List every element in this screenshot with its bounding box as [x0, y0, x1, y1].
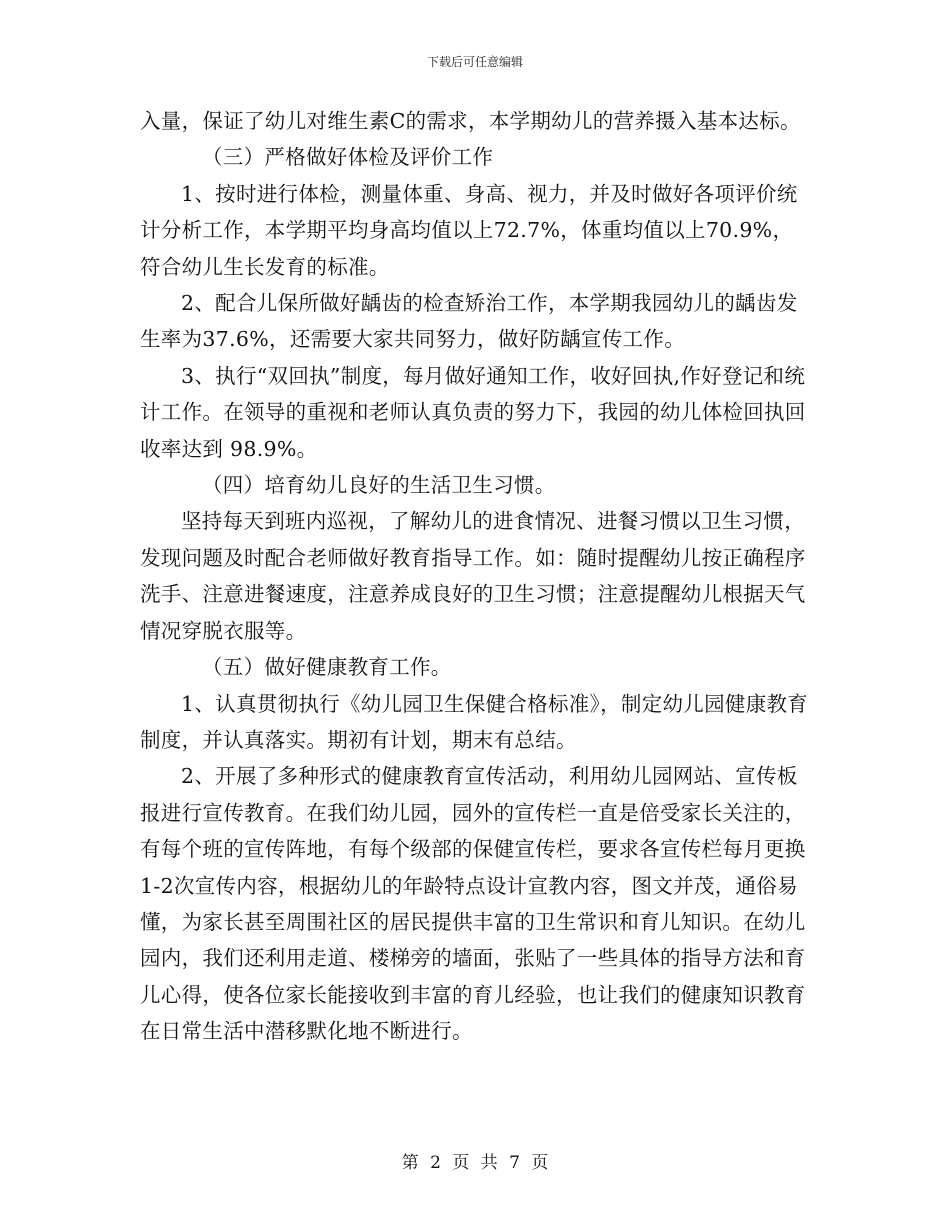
document-body [140, 103, 810, 1050]
paragraph-checkup: 1、按时进行体检，测量体重、身高、视力，并及时做好各项评价统计分析工作，本学期平均身高均值以上72.7%，体重均值以上70.9%，符合幼儿生长发育的标准。 [140, 181, 798, 279]
paragraph-caries: 2、配合儿保所做好龋齿的检查矫治工作，本学期我园幼儿的龋齿发生率为37.6%，还需要大家共同努力，做好防龋宣传工作。 [140, 291, 798, 352]
section-heading-3: （三）严格做好体检及评价工作 [202, 145, 494, 170]
paragraph-continuation: 入量，保证了幼儿对维生素C的需求，本学期幼儿的营养摄入基本达标。 [140, 109, 801, 133]
section-heading-5: （五）做好健康教育工作。 [202, 655, 452, 680]
section-heading-4: （四）培育幼儿良好的生活卫生习惯。 [202, 473, 556, 498]
paragraph-receipt: 3、执行“双回执”制度，每月做好通知工作，收好回执,作好登记和统计工作。在领导的重视和老师认真负责的努力下，我园的幼儿体检回执回收率达到 98.9%。 [140, 363, 806, 461]
paragraph-publicity: 2、开展了多种形式的健康教育宣传活动，利用幼儿园网站、宣传板报进行宣传教育。在我们幼儿园，园外的宣传栏一直是倍受家长关注的，有每个班的宣传阵地，有每个级部的保健宣传栏，要求各宣传栏每月更换1-2次宣传内容，根据幼儿的年龄特点设计宣教内容，图文并茂，通俗易懂，为家长甚至周围社区的居民提供丰富的卫生常识和育儿知识。在幼儿园内，我们还利用走道、楼梯旁的墙面，张贴了一些具体的指导方法和育儿心得，使各位家长能接收到丰富的育儿经验，也让我们的健康知识教育在日常生活中潜移默化地不断进行。 [140, 764, 806, 1044]
page-header: 下载后可任意编辑 [426, 55, 523, 69]
paragraph-habits: 坚持每天到班内巡视，了解幼儿的进食情况、进餐习惯以卫生习惯，发现问题及时配合老师做好教育指导工作。如：随时提醒幼儿按正确程序洗手、注意进餐速度，注意养成良好的卫生习惯；注意提醒幼儿根据天气情况穿脱衣服等。 [140, 509, 806, 643]
page-footer: 第 2 页 共 7 页 [401, 1153, 549, 1173]
paragraph-standards: 1、认真贯彻执行《幼儿园卫生保健合格标准》，制定幼儿园健康教育制度，并认真落实。期初有计划，期末有总结。 [140, 691, 809, 752]
